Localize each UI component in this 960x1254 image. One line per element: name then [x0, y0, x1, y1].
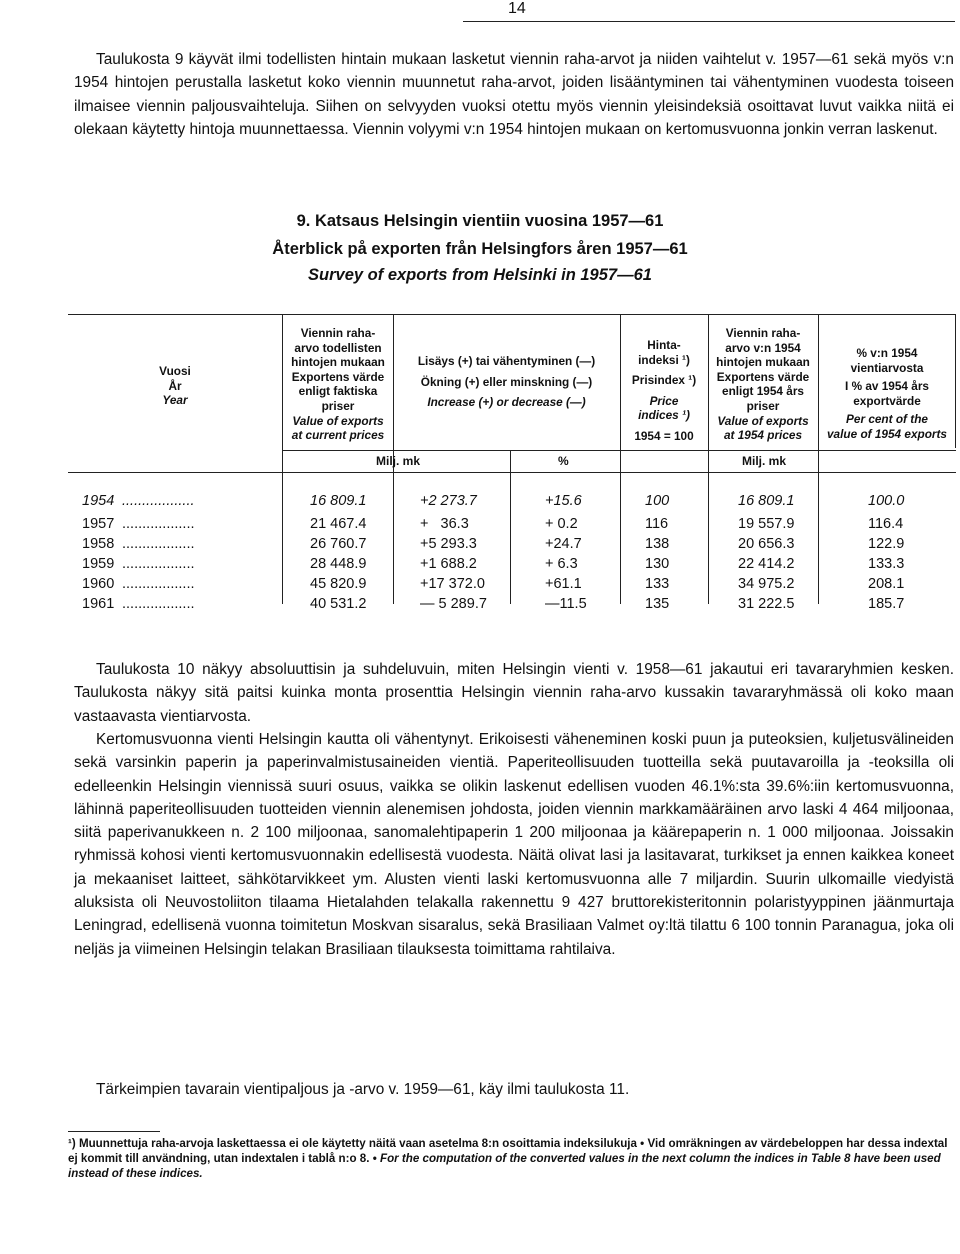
row-index: 130: [645, 556, 670, 572]
header-price-index: Hinta- indeksi ¹) Prisindex ¹) Price indices ¹) 1954 = 100: [631, 338, 697, 443]
table-top-rule: [68, 314, 956, 315]
header-change: Lisäys (+) tai vähentyminen (—) Ökning (+) eller minskning (—) Increase (+) or decrease (—): [417, 354, 596, 410]
row-change-pct: —11.5: [545, 596, 587, 612]
row-percent: 185.7: [868, 596, 905, 612]
exports-table: [0, 310, 960, 610]
row-change-abs: +2 273.7: [420, 493, 477, 509]
row-change-pct: +61.1: [545, 576, 582, 592]
row-value-1954: 20 656.3: [738, 536, 795, 552]
row-change-abs: +1 688.2: [420, 556, 477, 572]
header-year: Vuosi År Year: [159, 364, 191, 408]
row-index: 138: [645, 536, 670, 552]
row-value: 26 760.7: [310, 536, 367, 552]
row-value: 40 531.2: [310, 596, 367, 612]
row-index: 135: [645, 596, 670, 612]
row-change-abs: +5 293.3: [420, 536, 477, 552]
footnote-en: For the computation of the converted values in the next column the indices in Table 8 have been used instead of these indices.: [68, 1152, 941, 1181]
row-percent: 133.3: [868, 556, 905, 572]
table-row: 1961 .................. 40 531.2 — 5 289.7 —11.5 135 31 222.5 185.7: [82, 596, 905, 612]
row-value-1954: 16 809.1: [738, 493, 795, 509]
row-change-pct: +15.6: [545, 493, 582, 509]
row-year: 1959: [82, 556, 115, 572]
row-change-pct: + 0.2: [545, 516, 578, 532]
header-rule: [463, 21, 955, 22]
table-row: 1957 .................. 21 467.4 + 36.3 + 0.2 116 19 557.9 116.4: [82, 516, 904, 532]
units-rule: [282, 450, 956, 451]
table-title-en: Survey of exports from Helsinki in 1957—61: [308, 266, 652, 284]
table-title-sv: Återblick på exporten från Helsingfors åren 1957—61: [272, 240, 688, 258]
table-title-fi: 9. Katsaus Helsingin vientiin vuosina 1957—61: [296, 212, 664, 230]
header-bottom-rule: [68, 472, 956, 473]
col-rule: [955, 314, 956, 448]
row-value-1954: 34 975.2: [738, 576, 795, 592]
footnote: [68, 1136, 954, 1182]
row-change-pct: +24.7: [545, 536, 582, 552]
table-row: 1954 .................. 16 809.1 +2 273.7 +15.6 100 16 809.1 100.0: [82, 493, 905, 509]
header-percent: % v:n 1954 vientiarvosta I % av 1954 års exportvärde Per cent of the value of 1954 exports: [827, 346, 947, 441]
row-percent: 116.4: [868, 516, 904, 532]
row-value: 16 809.1: [310, 493, 367, 509]
table-row: 1960 .................. 45 820.9 +17 372.0 +61.1 133 34 975.2 208.1: [82, 576, 905, 592]
body-paragraph-1: Taulukosta 10 näkyy absoluuttisin ja suhdeluvuin, miten Helsingin vienti v. 1958—61 jakautui eri tavararyhmien kesken. Taulukosta näkyy sitä paitsi kuinka monta prosenttia Helsingin viennin raha-arvo kussakin tavararyhmässä oli koko maan vastaavasta vientiarvosta.: [74, 661, 954, 725]
row-year: 1961: [82, 596, 115, 612]
table-row: 1958 .................. 26 760.7 +5 293.3 +24.7 138 20 656.3 122.9: [82, 536, 905, 552]
body-paragraph-3: Tärkeimpien tavarain vientipaljous ja -arvo v. 1959—61, käy ilmi taulukosta 11.: [96, 1081, 630, 1098]
row-value: 28 448.9: [310, 556, 367, 572]
header-value-current: Viennin raha- arvo todellisten hintojen mukaan Exportens värde enligt faktiska priser Value of exports at current prices: [291, 326, 385, 443]
row-percent: 100.0: [868, 493, 905, 509]
row-index: 133: [645, 576, 670, 592]
row-percent: 122.9: [868, 536, 905, 552]
unit-mmk: Milj. mk: [742, 454, 787, 468]
row-value-1954: 19 557.9: [738, 516, 795, 532]
row-index: 116: [645, 516, 669, 532]
row-year: 1960: [82, 576, 115, 592]
header-value-1954: Viennin raha- arvo v:n 1954 hintojen mukaan Exportens värde enligt 1954 års priser Value of exports at 1954 prices: [716, 326, 810, 443]
intro-paragraph: Taulukosta 9 käyvät ilmi todellisten hintain mukaan lasketut viennin raha-arvot ja niiden vaihtelut v. 1957—61 sekä myös v:n 1954 hintojen perustalla lasketut koko viennin muunnetut raha-arvot, joiden lisääntyminen tai vähentyminen vuodesta toiseen ilmaisee viennin paljousvaihteluja. Siihen on selvyyden vuoksi otettu myös viennin yleisindeksiä osoittavat luvut vaikka niitä ei olekaan käytetty hintoja muunnettaessa. Viennin volyymi v:n 1954 hintojen mukaan on kertomusvuonna jonkin verran laskenut.: [74, 51, 954, 138]
unit-mmk: Milj. mk: [376, 454, 421, 468]
row-change-abs: +17 372.0: [420, 576, 485, 592]
row-year: 1954: [82, 493, 115, 509]
row-year: 1957: [82, 516, 115, 532]
row-index: 100: [645, 493, 670, 509]
body-paragraph-2: Kertomusvuonna vienti Helsingin kautta oli vähentynyt. Erikoisesti väheneminen koski puun ja puteoksien, kuljetusvälineiden sekä varsinkin paperin ja paperinvalmistusaineiden vientiä. Paperiteollisuuden tuotteilla sekä puutavaroilla ja -teoksilla oli edelleenkin Helsingin viennissä suuri osuus, vaikka se olikin laskenut edellisen vuoden 46.1%:sta 39.6%:iin kertomusvuonna, lähinnä paperiteollisuuden tuotteiden viennin alenemisen johdosta, joiden viennin markkamääräinen arvo laski 4 464 miljoonaa, siitä paperivanukkeen n. 2 100 miljoonaa, sanomalehtipaperin 1 200 miljoonaa ja käärepaperin n. 1 000 miljoonaa. Joissakin ryhmissä kohosi vienti kertomusvuonnakin edellisestä vuodesta. Näitä olivat lasi ja lasitavarat, turkikset ja ennen kaikkea koneet ja mekaaniset laitteet, sähkötarvikkeet ym. Alusten vienti laski kertomusvuonna alle 7 miljardin. Suurin ulkomaille viedyistä aluksista oli Neuvostoliiton tilaama Hietalahden telakalla rakennettu 9 427 bruttorekisteritonnin polaristyyppinen jäänmurtaja Leningrad, edellisenä vuonna toimitetun Moskvan sisaralus, sekä Brasiliaan Valmet oy:ltä tilattu 6 100 tonnin Paranagua, joka oli neljäs ja viimeinen Helsingin telakan Brasiliaan tilauksesta toimittama rahtilaiva.: [74, 731, 954, 958]
row-value: 21 467.4: [310, 516, 367, 532]
unit-percent: %: [558, 454, 569, 468]
footnote-fi-sv: ¹) Muunnettuja raha-arvoja laskettaessa ei ole käytetty näitä vaan asetelma 8:n osoittamia indeksilukuja • Vid omräkningen av värdebeloppen har dessa indextal ej kommit till användning, utan indextalen i tablå n:o 8. •: [68, 1137, 948, 1166]
row-change-abs: + 36.3: [420, 516, 469, 532]
footnote-rule: [68, 1131, 160, 1132]
page-number: 14: [508, 0, 526, 17]
row-value-1954: 22 414.2: [738, 556, 795, 572]
row-change-pct: + 6.3: [545, 556, 578, 572]
row-year: 1958: [82, 536, 115, 552]
row-value-1954: 31 222.5: [738, 596, 795, 612]
table-row: 1959 .................. 28 448.9 +1 688.2 + 6.3 130 22 414.2 133.3: [82, 556, 905, 572]
row-percent: 208.1: [868, 576, 905, 592]
row-change-abs: — 5 289.7: [420, 596, 487, 612]
row-value: 45 820.9: [310, 576, 367, 592]
